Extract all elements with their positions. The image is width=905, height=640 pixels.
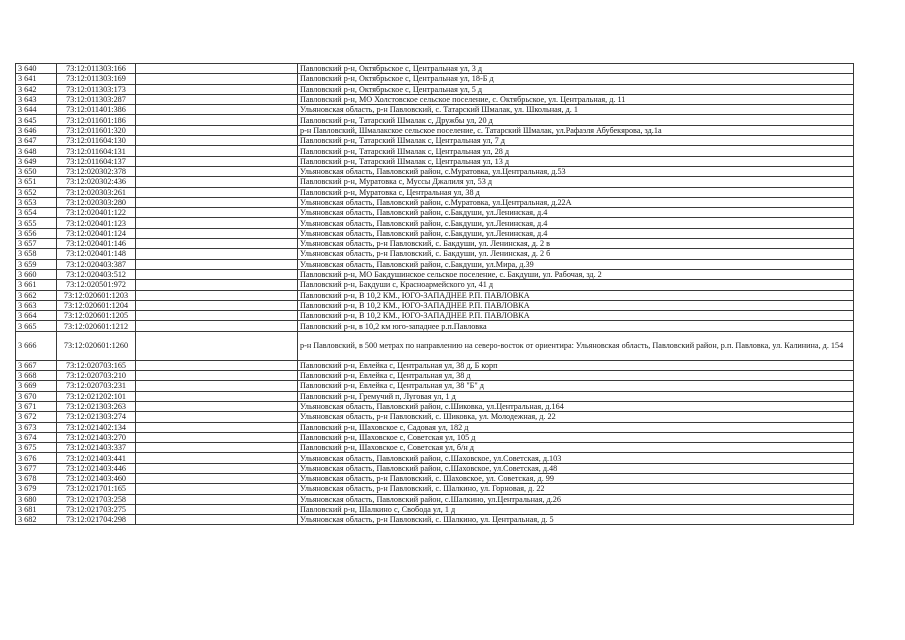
row-number-cell: 3 645 xyxy=(16,115,57,125)
empty-cell xyxy=(136,484,298,494)
row-number-cell: 3 667 xyxy=(16,360,57,370)
empty-cell xyxy=(136,84,298,94)
cadastral-number-cell: 73:12:020302:436 xyxy=(57,177,136,187)
address-cell: Павловский р-н, В 10,2 КМ., ЮГО-ЗАПАДНЕЕ Р.П. ПАВЛОВКА xyxy=(298,311,854,321)
row-number-cell: 3 646 xyxy=(16,125,57,135)
cadastral-number-cell: 73:12:011601:320 xyxy=(57,125,136,135)
address-cell: Павловский р-н, В 10,2 КМ., ЮГО-ЗАПАДНЕЕ Р.П. ПАВЛОВКА xyxy=(298,300,854,310)
cadastral-number-cell: 73:12:011303:287 xyxy=(57,94,136,104)
empty-cell xyxy=(136,401,298,411)
cadastral-number-cell: 73:12:020401:124 xyxy=(57,228,136,238)
address-cell: Павловский р-н, Татарский Шмалак с, Центральная ул, 7 д xyxy=(298,136,854,146)
empty-cell xyxy=(136,166,298,176)
table-row xyxy=(16,259,854,269)
cadastral-number-cell: 73:12:020703:210 xyxy=(57,371,136,381)
address-cell: Павловский р-н, В 10,2 КМ., ЮГО-ЗАПАДНЕЕ Р.П. ПАВЛОВКА xyxy=(298,290,854,300)
cadastral-number-cell: 73:12:020601:1260 xyxy=(57,331,136,360)
row-number-cell: 3 641 xyxy=(16,74,57,84)
row-number-cell: 3 661 xyxy=(16,280,57,290)
cadastral-number-cell: 73:12:021403:460 xyxy=(57,473,136,483)
address-cell: Павловский р-н, Бакдуши с, Красноармейского ул, 41 д xyxy=(298,280,854,290)
cadastral-number-cell: 73:12:011303:166 xyxy=(57,64,136,74)
table-row xyxy=(16,494,854,504)
row-number-cell: 3 658 xyxy=(16,249,57,259)
table-row xyxy=(16,401,854,411)
cadastral-number-cell: 73:12:021403:270 xyxy=(57,432,136,442)
table-row xyxy=(16,94,854,104)
address-cell: Павловский р-н, Шаховское с, Садовая ул, 182 д xyxy=(298,422,854,432)
address-cell: Павловский р-н, Муратовка с, Центральная ул, 38 д xyxy=(298,187,854,197)
cadastral-number-cell: 73:12:020601:1205 xyxy=(57,311,136,321)
empty-cell xyxy=(136,280,298,290)
cadastral-number-cell: 73:12:020303:261 xyxy=(57,187,136,197)
cadastral-number-cell: 73:12:011604:137 xyxy=(57,156,136,166)
table-row xyxy=(16,166,854,176)
row-number-cell: 3 680 xyxy=(16,494,57,504)
table-row xyxy=(16,197,854,207)
table-row xyxy=(16,381,854,391)
row-number-cell: 3 681 xyxy=(16,504,57,514)
cadastral-number-cell: 73:12:020601:1204 xyxy=(57,300,136,310)
cadastral-number-cell: 73:12:021303:263 xyxy=(57,401,136,411)
row-number-cell: 3 678 xyxy=(16,473,57,483)
row-number-cell: 3 676 xyxy=(16,453,57,463)
table-row xyxy=(16,136,854,146)
empty-cell xyxy=(136,94,298,104)
empty-cell xyxy=(136,494,298,504)
row-number-cell: 3 655 xyxy=(16,218,57,228)
table-row xyxy=(16,115,854,125)
address-cell: Павловский р-н, Евлейка с, Центральная ул, 38 "Б" д xyxy=(298,381,854,391)
row-number-cell: 3 666 xyxy=(16,331,57,360)
address-cell: Ульяновская область, Павловский район, с.Бакдуши, ул.Мира, д.39 xyxy=(298,259,854,269)
table-row xyxy=(16,228,854,238)
address-cell: Павловский р-н, в 10,2 км юго-западнее р.п.Павловка xyxy=(298,321,854,331)
table-row xyxy=(16,391,854,401)
address-cell: Павловский р-н, Шаховское с, Советская ул, 105 д xyxy=(298,432,854,442)
table-row xyxy=(16,371,854,381)
empty-cell xyxy=(136,259,298,269)
table-row xyxy=(16,300,854,310)
address-cell: Ульяновская область, р-н Павловский, с. Бакдуши, ул. Ленинская, д. 2 в xyxy=(298,239,854,249)
empty-cell xyxy=(136,64,298,74)
address-cell: Павловский р-н, Октябрьское с, Центральная ул, 18-Б д xyxy=(298,74,854,84)
cadastral-number-cell: 73:12:021703:275 xyxy=(57,504,136,514)
row-number-cell: 3 668 xyxy=(16,371,57,381)
table-row xyxy=(16,64,854,74)
cadastral-number-cell: 73:12:011401:386 xyxy=(57,105,136,115)
table-row xyxy=(16,187,854,197)
empty-cell xyxy=(136,443,298,453)
empty-cell xyxy=(136,156,298,166)
empty-cell xyxy=(136,453,298,463)
table-row xyxy=(16,443,854,453)
cadastral-number-cell: 73:12:020501:972 xyxy=(57,280,136,290)
cadastral-number-cell: 73:12:020403:387 xyxy=(57,259,136,269)
address-cell: Ульяновская область, Павловский район, с.Шаховское, ул.Советская, д.48 xyxy=(298,463,854,473)
address-cell: Ульяновская область, р-н Павловский, с. Шалкино, ул. Горновая, д. 22 xyxy=(298,484,854,494)
empty-cell xyxy=(136,422,298,432)
empty-cell xyxy=(136,249,298,259)
table-row xyxy=(16,239,854,249)
empty-cell xyxy=(136,515,298,525)
table-row xyxy=(16,218,854,228)
cadastral-number-cell: 73:12:020703:165 xyxy=(57,360,136,370)
empty-cell xyxy=(136,146,298,156)
table-row xyxy=(16,473,854,483)
empty-cell xyxy=(136,115,298,125)
cadastral-number-cell: 73:12:021403:446 xyxy=(57,463,136,473)
address-cell: Ульяновская область, р-н Павловский, с. Шалкино, ул. Центральная, д. 5 xyxy=(298,515,854,525)
row-number-cell: 3 679 xyxy=(16,484,57,494)
cadastral-number-cell: 73:12:020401:122 xyxy=(57,208,136,218)
empty-cell xyxy=(136,360,298,370)
row-number-cell: 3 643 xyxy=(16,94,57,104)
row-number-cell: 3 672 xyxy=(16,412,57,422)
property-table xyxy=(15,63,854,525)
row-number-cell: 3 660 xyxy=(16,269,57,279)
empty-cell xyxy=(136,504,298,514)
empty-cell xyxy=(136,463,298,473)
address-cell: Павловский р-н, Татарский Шмалак с, Центральная ул, 28 д xyxy=(298,146,854,156)
empty-cell xyxy=(136,136,298,146)
table-row xyxy=(16,249,854,259)
empty-cell xyxy=(136,290,298,300)
row-number-cell: 3 671 xyxy=(16,401,57,411)
empty-cell xyxy=(136,300,298,310)
row-number-cell: 3 651 xyxy=(16,177,57,187)
address-cell: Ульяновская область, Павловский район, с.Бакдуши, ул.Ленинская, д.4 xyxy=(298,208,854,218)
table-row xyxy=(16,177,854,187)
address-cell: Павловский р-н, Шаховское с, Советская ул, б/н д xyxy=(298,443,854,453)
row-number-cell: 3 649 xyxy=(16,156,57,166)
cadastral-number-cell: 73:12:021704:298 xyxy=(57,515,136,525)
cadastral-number-cell: 73:12:021402:134 xyxy=(57,422,136,432)
empty-cell xyxy=(136,187,298,197)
empty-cell xyxy=(136,177,298,187)
table-row xyxy=(16,290,854,300)
cadastral-number-cell: 73:12:011604:130 xyxy=(57,136,136,146)
table-row xyxy=(16,105,854,115)
row-number-cell: 3 669 xyxy=(16,381,57,391)
cadastral-number-cell: 73:12:021403:337 xyxy=(57,443,136,453)
table-row xyxy=(16,453,854,463)
table-row xyxy=(16,125,854,135)
table-row xyxy=(16,412,854,422)
row-number-cell: 3 657 xyxy=(16,239,57,249)
empty-cell xyxy=(136,239,298,249)
table-row xyxy=(16,432,854,442)
address-cell: Павловский р-н, МО Бакдушинское сельское поселение, с. Бакдуши, ул. Рабочая, зд. 2 xyxy=(298,269,854,279)
row-number-cell: 3 640 xyxy=(16,64,57,74)
empty-cell xyxy=(136,218,298,228)
table-row xyxy=(16,463,854,473)
empty-cell xyxy=(136,432,298,442)
empty-cell xyxy=(136,74,298,84)
address-cell: Ульяновская область, Павловский район, с.Шалкино, ул.Центральная, д.26 xyxy=(298,494,854,504)
row-number-cell: 3 656 xyxy=(16,228,57,238)
property-table-body xyxy=(16,64,854,525)
row-number-cell: 3 644 xyxy=(16,105,57,115)
address-cell: Ульяновская область, Павловский район, с.Шаховское, ул.Советская, д.103 xyxy=(298,453,854,463)
cadastral-number-cell: 73:12:020401:123 xyxy=(57,218,136,228)
address-cell: Ульяновская область, Павловский район, с.Бакдуши, ул.Ленинская, д.4 xyxy=(298,228,854,238)
empty-cell xyxy=(136,321,298,331)
table-row xyxy=(16,156,854,166)
address-cell: Павловский р-н, Гремучий п, Луговая ул, 1 д xyxy=(298,391,854,401)
table-row xyxy=(16,146,854,156)
address-cell: Ульяновская область, Павловский район, с.Шиковка, ул.Центральная, д.164 xyxy=(298,401,854,411)
row-number-cell: 3 677 xyxy=(16,463,57,473)
address-cell: Павловский р-н, Евлейка с, Центральная ул, 38 д, Б корп xyxy=(298,360,854,370)
cadastral-number-cell: 73:12:020403:512 xyxy=(57,269,136,279)
row-number-cell: 3 675 xyxy=(16,443,57,453)
address-cell: Павловский р-н, Октябрьское с, Центральная ул, 5 д xyxy=(298,84,854,94)
cadastral-number-cell: 73:12:020302:378 xyxy=(57,166,136,176)
empty-cell xyxy=(136,228,298,238)
row-number-cell: 3 642 xyxy=(16,84,57,94)
empty-cell xyxy=(136,197,298,207)
cadastral-number-cell: 73:12:021701:165 xyxy=(57,484,136,494)
address-cell: р-н Павловский, Шмалакское сельское поселение, с. Татарский Шмалак, ул.Рафаэля Абубекярова, зд.1а xyxy=(298,125,854,135)
row-number-cell: 3 670 xyxy=(16,391,57,401)
empty-cell xyxy=(136,105,298,115)
row-number-cell: 3 674 xyxy=(16,432,57,442)
address-cell: Павловский р-н, МО Холстовское сельское поселение, с. Октябрьское, ул. Центральная, д. 11 xyxy=(298,94,854,104)
table-row xyxy=(16,321,854,331)
cadastral-number-cell: 73:12:020303:280 xyxy=(57,197,136,207)
row-number-cell: 3 659 xyxy=(16,259,57,269)
address-cell: Павловский р-н, Татарский Шмалак с, Дружбы ул, 20 д xyxy=(298,115,854,125)
row-number-cell: 3 654 xyxy=(16,208,57,218)
table-row xyxy=(16,311,854,321)
cadastral-number-cell: 73:12:020703:231 xyxy=(57,381,136,391)
empty-cell xyxy=(136,381,298,391)
address-cell: Ульяновская область, р-н Павловский, с. Татарский Шмалак, ул. Школьная, д. 1 xyxy=(298,105,854,115)
empty-cell xyxy=(136,125,298,135)
table-row xyxy=(16,504,854,514)
address-cell: Павловский р-н, Шалкино с, Свобода ул, 1 д xyxy=(298,504,854,514)
row-number-cell: 3 653 xyxy=(16,197,57,207)
cadastral-number-cell: 73:12:021403:441 xyxy=(57,453,136,463)
row-number-cell: 3 682 xyxy=(16,515,57,525)
empty-cell xyxy=(136,371,298,381)
table-row xyxy=(16,331,854,360)
table-row xyxy=(16,74,854,84)
row-number-cell: 3 648 xyxy=(16,146,57,156)
cadastral-number-cell: 73:12:011601:186 xyxy=(57,115,136,125)
table-row xyxy=(16,515,854,525)
address-cell: Ульяновская область, р-н Павловский, с. Шиковка, ул. Молодежная, д. 22 xyxy=(298,412,854,422)
empty-cell xyxy=(136,269,298,279)
empty-cell xyxy=(136,412,298,422)
cadastral-number-cell: 73:12:020401:148 xyxy=(57,249,136,259)
row-number-cell: 3 650 xyxy=(16,166,57,176)
cadastral-number-cell: 73:12:021202:101 xyxy=(57,391,136,401)
table-row xyxy=(16,484,854,494)
row-number-cell: 3 665 xyxy=(16,321,57,331)
address-cell: Ульяновская область, Павловский район, с.Бакдуши, ул.Ленинская, д.4 xyxy=(298,218,854,228)
empty-cell xyxy=(136,473,298,483)
address-cell: Павловский р-н, Муратовка с, Муссы Джалиля ул, 53 д xyxy=(298,177,854,187)
row-number-cell: 3 663 xyxy=(16,300,57,310)
cadastral-number-cell: 73:12:011604:131 xyxy=(57,146,136,156)
cadastral-number-cell: 73:12:020601:1203 xyxy=(57,290,136,300)
row-number-cell: 3 652 xyxy=(16,187,57,197)
table-row xyxy=(16,208,854,218)
table-row xyxy=(16,84,854,94)
row-number-cell: 3 673 xyxy=(16,422,57,432)
address-cell: Ульяновская область, Павловский район, с.Муратовка, ул.Центральная, д.53 xyxy=(298,166,854,176)
row-number-cell: 3 662 xyxy=(16,290,57,300)
cadastral-number-cell: 73:12:021703:258 xyxy=(57,494,136,504)
table-row xyxy=(16,269,854,279)
empty-cell xyxy=(136,208,298,218)
row-number-cell: 3 664 xyxy=(16,311,57,321)
address-cell: Павловский р-н, Октябрьское с, Центральная ул, 3 д xyxy=(298,64,854,74)
cadastral-number-cell: 73:12:011303:169 xyxy=(57,74,136,84)
address-cell: р-н Павловский, в 500 метрах по направлению на северо-восток от ориентира: Ульяновская область, Павловский район, р.п. Павловка, ул. Калинина, д. 154 xyxy=(298,331,854,360)
address-cell: Ульяновская область, Павловский район, с.Муратовка, ул.Центральная, д.22А xyxy=(298,197,854,207)
table-row xyxy=(16,280,854,290)
address-cell: Павловский р-н, Татарский Шмалак с, Центральная ул, 13 д xyxy=(298,156,854,166)
cadastral-number-cell: 73:12:021303:274 xyxy=(57,412,136,422)
address-cell: Ульяновская область, р-н Павловский, с. Шаховское, ул. Советская, д. 99 xyxy=(298,473,854,483)
table-row xyxy=(16,360,854,370)
empty-cell xyxy=(136,311,298,321)
empty-cell xyxy=(136,331,298,360)
address-cell: Павловский р-н, Евлейка с, Центральная ул, 38 д xyxy=(298,371,854,381)
cadastral-number-cell: 73:12:011303:173 xyxy=(57,84,136,94)
row-number-cell: 3 647 xyxy=(16,136,57,146)
empty-cell xyxy=(136,391,298,401)
table-row xyxy=(16,422,854,432)
cadastral-number-cell: 73:12:020401:146 xyxy=(57,239,136,249)
address-cell: Ульяновская область, р-н Павловский, с. Бакдуши, ул. Ленинская, д. 2 б xyxy=(298,249,854,259)
cadastral-number-cell: 73:12:020601:1212 xyxy=(57,321,136,331)
